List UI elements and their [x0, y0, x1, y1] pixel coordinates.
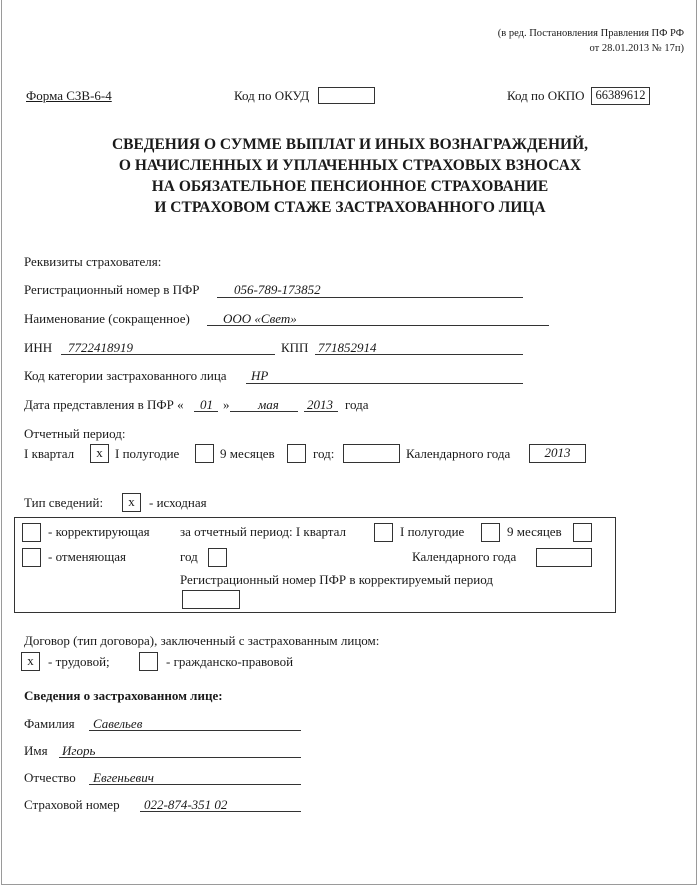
category-underline: [246, 383, 523, 384]
category-value[interactable]: НР: [251, 368, 269, 383]
date-year-value[interactable]: 2013: [307, 397, 333, 412]
contract-civil-label: - гражданско-правовой: [166, 654, 294, 669]
date-month-underline: [230, 411, 298, 412]
date-day-underline: [194, 411, 218, 412]
date-month-value[interactable]: мая: [258, 397, 279, 412]
reg-corr-field[interactable]: [182, 590, 240, 609]
title-line-3: НА ОБЯЗАТЕЛЬНОЕ ПЕНСИОННОЕ СТРАХОВАНИЕ: [151, 178, 549, 195]
for-period-label: за отчетный период: I квартал: [180, 524, 347, 539]
category-label: Код категории застрахованного лица: [24, 368, 227, 383]
corr-cal-year-label: Календарного года: [412, 549, 517, 564]
corr-cal-year-field[interactable]: [536, 548, 592, 567]
corr-h1-label: I полугодие: [400, 524, 465, 539]
reg-number-underline: [217, 297, 523, 298]
first-name-value[interactable]: Игорь: [62, 743, 96, 758]
insured-heading: Сведения о застрахованном лице:: [24, 688, 223, 703]
date-day-value[interactable]: 01: [200, 397, 213, 412]
period-cal-year-field[interactable]: 2013: [529, 444, 586, 463]
title-line-4: И СТРАХОВОМ СТАЖЕ ЗАСТРАХОВАННОГО ЛИЦА: [154, 199, 546, 216]
corr-q1-checkbox[interactable]: [374, 523, 393, 542]
corr-m9-label: 9 месяцев: [507, 524, 562, 539]
inn-underline: [61, 354, 275, 355]
surname-label: Фамилия: [24, 716, 75, 731]
insurer-heading: Реквизиты страхователя:: [24, 254, 162, 269]
corr-year-label: год: [180, 549, 198, 564]
period-cal-year-label: Календарного года: [406, 446, 511, 461]
snils-value[interactable]: 022-874-351 02: [144, 797, 228, 812]
contract-labor-checkbox[interactable]: x: [21, 652, 40, 671]
date-label: Дата представления в ПФР «: [24, 397, 184, 412]
edition-note-line1: (в ред. Постановления Правления ПФ РФ: [497, 28, 684, 39]
date-suffix: года: [345, 397, 369, 412]
info-type-original-label: - исходная: [149, 495, 207, 510]
okpo-field[interactable]: 66389612: [591, 87, 650, 105]
kpp-value[interactable]: 771852914: [318, 340, 377, 355]
snils-underline: [140, 811, 301, 812]
cancel-label: - отменяющая: [48, 549, 126, 564]
inn-value[interactable]: 7722418919: [68, 340, 133, 355]
contract-civil-checkbox[interactable]: [139, 652, 158, 671]
period-h1-label: I полугодие: [115, 446, 180, 461]
surname-value[interactable]: Савельев: [93, 716, 143, 731]
first-name-label: Имя: [24, 743, 48, 758]
org-name-label: Наименование (сокращенное): [24, 311, 190, 326]
document-title: [60, 134, 640, 218]
patronymic-value[interactable]: Евгеньевич: [93, 770, 154, 785]
contract-labor-label: - трудовой;: [48, 654, 110, 669]
cancel-checkbox[interactable]: [22, 548, 41, 567]
okpo-label: Код по ОКПО: [507, 88, 585, 103]
info-type-original-checkbox[interactable]: x: [122, 493, 141, 512]
corr-h1-checkbox[interactable]: [481, 523, 500, 542]
first-name-underline: [59, 757, 301, 758]
reg-number-label: Регистрационный номер в ПФР: [24, 282, 200, 297]
corrective-label: - корректирующая: [48, 524, 150, 539]
surname-underline: [89, 730, 301, 731]
kpp-label: КПП: [281, 340, 309, 355]
period-year-label: год:: [313, 446, 335, 461]
contract-heading: Договор (тип договора), заключенный с застрахованным лицом:: [24, 633, 380, 648]
corr-m9-checkbox[interactable]: [573, 523, 592, 542]
corr-year-checkbox[interactable]: [208, 548, 227, 567]
page-frame: [1, 0, 697, 885]
period-m9-checkbox[interactable]: [287, 444, 306, 463]
org-name-underline: [207, 325, 549, 326]
date-quote-close: »: [223, 397, 230, 412]
edition-note-line2: от 28.01.2013 № 17п): [589, 43, 684, 54]
corrective-checkbox[interactable]: [22, 523, 41, 542]
edition-note: [498, 26, 684, 56]
reg-corr-label: Регистрационный номер ПФР в корректируемый период: [180, 572, 493, 587]
date-year-underline: [304, 411, 338, 412]
okud-field[interactable]: [318, 87, 375, 104]
period-year-field[interactable]: [343, 444, 400, 463]
form-name: Форма СЗВ-6-4: [26, 88, 112, 103]
reg-number-value[interactable]: 056-789-173852: [234, 282, 321, 297]
kpp-underline: [315, 354, 523, 355]
period-m9-label: 9 месяцев: [220, 446, 275, 461]
period-q1-label: I квартал: [24, 446, 75, 461]
period-h1-checkbox[interactable]: [195, 444, 214, 463]
snils-label: Страховой номер: [24, 797, 120, 812]
title-line-2: О НАЧИСЛЕННЫХ И УПЛАЧЕННЫХ СТРАХОВЫХ ВЗНОСАХ: [118, 157, 582, 174]
period-q1-checkbox[interactable]: x: [90, 444, 109, 463]
period-heading: Отчетный период:: [24, 426, 126, 441]
info-type-label: Тип сведений:: [24, 495, 104, 510]
okud-label: Код по ОКУД: [234, 88, 310, 103]
patronymic-underline: [89, 784, 301, 785]
org-name-value[interactable]: ООО «Свет»: [223, 311, 297, 326]
title-line-1: СВЕДЕНИЯ О СУММЕ ВЫПЛАТ И ИНЫХ ВОЗНАГРАЖДЕНИЙ,: [111, 136, 589, 153]
inn-label: ИНН: [24, 340, 53, 355]
patronymic-label: Отчество: [24, 770, 76, 785]
